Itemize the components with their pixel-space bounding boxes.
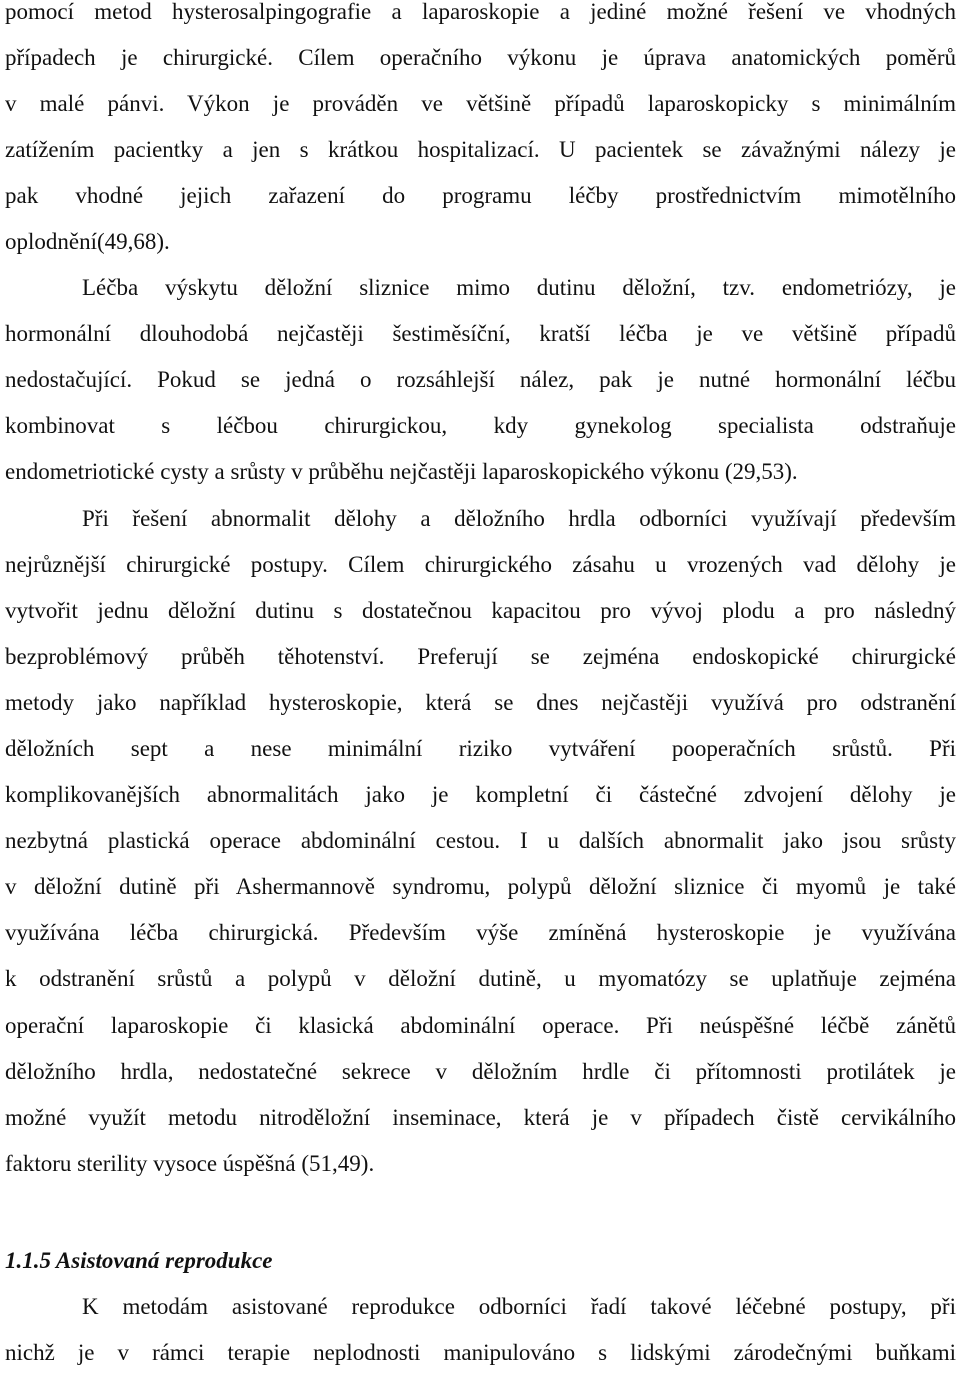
text-line: faktoru sterility vysoce úspěšná (51,49). xyxy=(5,1151,375,1176)
text-line: Léčba výskytu děložní sliznice mimo dutinu děložní, tzv. endometriózy, je xyxy=(82,275,956,300)
text-line: kombinovat s léčbou chirurgickou, kdy gynekolog specialista odstraňuje xyxy=(5,413,956,438)
text-line: děložního hrdla, nedostatečné sekrece v děložním hrdle či přítomnosti protilátek je xyxy=(5,1059,956,1084)
text-line: Při řešení abnormalit dělohy a děložního hrdla odborníci využívají především xyxy=(82,506,956,531)
text-line: K metodám asistované reprodukce odborníci řadí takové léčebné postupy, při xyxy=(82,1294,956,1319)
text-line: pak vhodné jejich zařazení do programu léčby prostřednictvím mimotělního xyxy=(5,183,956,208)
text-line: případech je chirurgické. Cílem operačního výkonu je úprava anatomických poměrů xyxy=(5,45,956,70)
text-line: k odstranění srůstů a polypů v děložní dutině, u myomatózy se uplatňuje zejména xyxy=(5,966,956,991)
text-line: bezproblémový průběh těhotenství. Preferují se zejména endoskopické chirurgické xyxy=(5,644,956,669)
text-line: endometriotické cysty a srůsty v průběhu nejčastěji laparoskopického výkonu (29,53). xyxy=(5,459,798,484)
text-line: využívána léčba chirurgická. Především výše zmíněná hysteroskopie je využívána xyxy=(5,920,956,945)
text-line: oplodnění(49,68). xyxy=(5,229,170,254)
section-heading: 1.1.5 Asistovaná reprodukce xyxy=(5,1248,273,1273)
text-line: vytvořit jednu děložní dutinu s dostatečnou kapacitou pro vývoj plodu a pro následný xyxy=(5,598,956,623)
text-line: možné využít metodu nitroděložní inseminace, která je v případech čistě cervikálního xyxy=(5,1105,956,1130)
text-line: v děložní dutině při Ashermannově syndromu, polypů děložní sliznice či myomů je také xyxy=(5,874,956,899)
text-line: nejrůznější chirurgické postupy. Cílem chirurgického zásahu u vrozených vad dělohy je xyxy=(5,552,956,577)
text-line: komplikovanějších abnormalitách jako je kompletní či částečné zdvojení dělohy je xyxy=(5,782,956,807)
text-line: nichž je v rámci terapie neplodnosti manipulováno s lidskými zárodečnými buňkami xyxy=(5,1340,956,1365)
text-line: operační laparoskopie či klasická abdominální operace. Při neúspěšné léčbě zánětů xyxy=(5,1013,956,1038)
text-line: nedostačující. Pokud se jedná o rozsáhlejší nález, pak je nutné hormonální léčbu xyxy=(5,367,956,392)
text-line: metody jako například hysteroskopie, která se dnes nejčastěji využívá pro odstranění xyxy=(5,690,956,715)
text-line: nezbytná plastická operace abdominální cestou. I u dalších abnormalit jako jsou srůsty xyxy=(5,828,956,853)
text-line: v malé pánvi. Výkon je prováděn ve většině případů laparoskopicky s minimálním xyxy=(5,91,956,116)
text-line: hormonální dlouhodobá nejčastěji šestiměsíční, kratší léčba je ve většině případů xyxy=(5,321,956,346)
text-line: pomocí metod hysterosalpingografie a laparoskopie a jediné možné řešení ve vhodných xyxy=(5,0,956,24)
text-line: zatížením pacientky a jen s krátkou hospitalizací. U pacientek se závažnými nálezy je xyxy=(5,137,956,162)
text-line: děložních sept a nese minimální riziko vytváření pooperačních srůstů. Při xyxy=(5,736,956,761)
